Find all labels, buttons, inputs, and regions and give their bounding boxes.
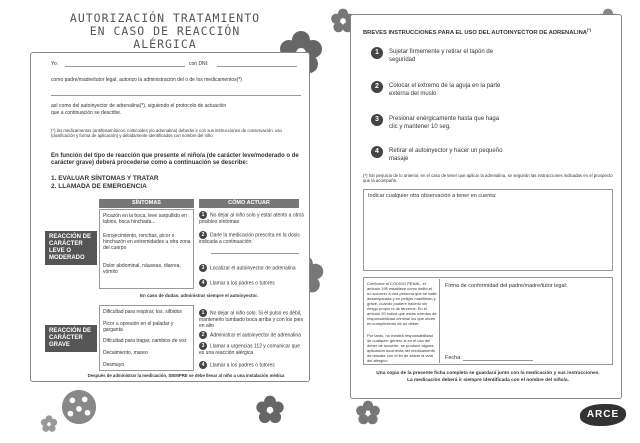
mild-note: En caso de dudas, administrar siempre el autoinyector.: [139, 293, 259, 298]
legal-text: Conforme al CÓDIGO PENAL, el artículo 195 establece como delito el no socorrer a una persona que se halle desamparada y en peligro manifiesto y grave, cuando pudiere hacerlo sin riesgo propio ni de terceros. En el artículo 20 indica que están exentos de responsabilidad criminal los que obren en cumplimiento de un deber.: [367, 281, 437, 326]
step-text: Sujetar firmemente y retirar el tapón de seguridad: [389, 49, 494, 63]
severe-symptom: Picor u opresión en el paladar y garganta: [103, 321, 174, 333]
col-header-symptoms: SÍNTOMAS: [99, 199, 194, 208]
reaction-mild-label: REACCIÓN DE CARÁCTER LEVE O MODERADO: [45, 231, 97, 265]
mild-action: 4 Llamar a los padres o tutores: [199, 279, 304, 287]
intro-text: En función del tipo de reacción que presente el niño/a (de carácter leve/moderado o de carácter grave) deberá procederse como a continuación se describe:: [51, 153, 299, 166]
yo-label: Yo:: [51, 61, 59, 67]
severe-action: 1 No dejar al niño solo. Si el pulso es débil, mantenerlo tumbado boca arriba y con los pies en alto: [199, 310, 303, 329]
instructions-panel: [350, 14, 622, 399]
mild-action: 2 Darle la medicación prescrita en la dosis indicada a continuación:: [199, 232, 300, 245]
bottom-note-1: Una copia de la presente ficha completa se guardará junto con la medicación y sus instrucciones.: [376, 371, 600, 376]
authorization-panel: [30, 52, 310, 382]
reaction-severe-label: REACCIÓN DE CARÁCTER GRAVE: [45, 325, 97, 352]
instructions-footnote: (*) Sin perjuicio de lo anterior, en el caso de tener que aplicar la adrenalina, se seguirán las instrucciones indicadas en el prospecto que la acompaña.: [363, 173, 613, 183]
ladybug-icon: [60, 388, 98, 426]
signature-label: Firma de conformidad del padre/madre/tutor legal:: [445, 283, 568, 289]
step-number: 4: [371, 146, 383, 158]
mild-symptom: Picazón en la boca, leve sarpullido en labios, boca hinchada...: [103, 213, 187, 225]
dni-label: con DNI:: [189, 61, 209, 67]
severe-symptom: Dificultad para tragar, cambios de voz: [103, 338, 187, 344]
severe-note: Después de administrar la medicación, SIEMPRE se debe llevar al niño a una instalación médica: [87, 373, 285, 378]
autoinjector-text: así como del autoinyector de adrenalina(*), siguiendo el protocolo de actuación: [51, 103, 227, 109]
flower-icon: [355, 400, 381, 426]
signature-field[interactable]: [445, 293, 610, 351]
bottom-note-2: La medicación deberá ir siempre identificada con el nombre del niño/a.: [407, 378, 569, 383]
col-header-actions: CÓMO ACTUAR: [199, 199, 299, 208]
brand-logo: ARCE: [580, 404, 626, 426]
medication-footnote: (*) los medicamentos (antihistamínicos, corticoides y/o adrenalina) deberán ir con sus instrucciones de conservación, uso (dosificación y forma de aplicación) y debidamente identificados con nombre del niño: [51, 128, 282, 138]
mild-action: 1 No dejar al niño solo y estar atento a otros posibles síntomas: [199, 212, 304, 225]
legal-text-2: Por tanto, no existirá responsabilidad de cualquier género si en el uso del deber de socorrer, se produce alguna aplicación incorrecta del medicamento de rescate con el fin de salvar la vida del alérgico: [367, 333, 436, 363]
autoinjector-text-2: que a continuación se describe.: [51, 110, 122, 116]
severe-action: 2 Administrar el autoinyector de adrenalina: [199, 331, 304, 339]
instructions-header: BREVES INSTRUCCIONES PARA EL USO DEL AUTOINYECTOR DE ADRENALINA(*): [363, 27, 592, 36]
medication-field[interactable]: [51, 95, 301, 96]
severe-action: 4 Llamar a los padres o tutores: [199, 361, 304, 369]
step-number: 2: [371, 81, 383, 93]
severe-action: 3 Llamar a urgencias 112 y comunicar que es una reacción alérgica: [199, 343, 300, 356]
step-text: Presionar enérgicamente hasta que haga clic y mantener 10 seg.: [389, 116, 500, 130]
date-label: Fecha:: [445, 355, 462, 361]
observations-field[interactable]: [363, 189, 613, 271]
page-subtitle: EN CASO DE REACCIÓN ALÉRGICA: [89, 24, 241, 51]
severe-symptom: Dificultad para respirar, tos, silbidos: [103, 309, 182, 315]
mild-symptom: Enrojecimiento, ronchas, picor o hinchazón en extremidades u otra zona del cuerpo: [103, 233, 191, 251]
step-text: Colocar el extremo de la aguja en la parte externa del muslo: [389, 83, 501, 97]
observations-label: Indicar cualquier otra observación a tener en cuenta:: [368, 193, 497, 199]
date-field[interactable]: [463, 360, 533, 361]
authorization-text: como padre/madre/tutor legal, autorizo la administración del o de los medicamentos(*): [51, 77, 242, 83]
step-number: 3: [371, 114, 383, 126]
severe-symptom: Decaimiento, mareo: [103, 350, 148, 356]
flower-icon: [255, 395, 285, 425]
step-call: 2. LLAMADA DE EMERGENCIA: [51, 183, 147, 190]
mild-action: 3 Localizar el autoinyector de adrenalina: [199, 264, 304, 272]
step-text: Retirar el autoinyector y hacer un pequeño masaje: [389, 148, 503, 162]
severe-symptom: Desmayo: [103, 362, 125, 368]
dose-field[interactable]: [211, 253, 299, 254]
step-number: 1: [371, 47, 383, 59]
mild-symptom: Dolor abdominal, náuseas, diarrea, vómito: [103, 263, 181, 275]
name-field[interactable]: [65, 66, 185, 67]
flower-icon: [40, 415, 58, 433]
step-evaluate: 1. EVALUAR SÍNTOMAS Y TRATAR: [51, 175, 159, 182]
dni-field[interactable]: [217, 66, 297, 67]
page-title: AUTORIZACIÓN TRATAMIENTO: [69, 11, 261, 25]
